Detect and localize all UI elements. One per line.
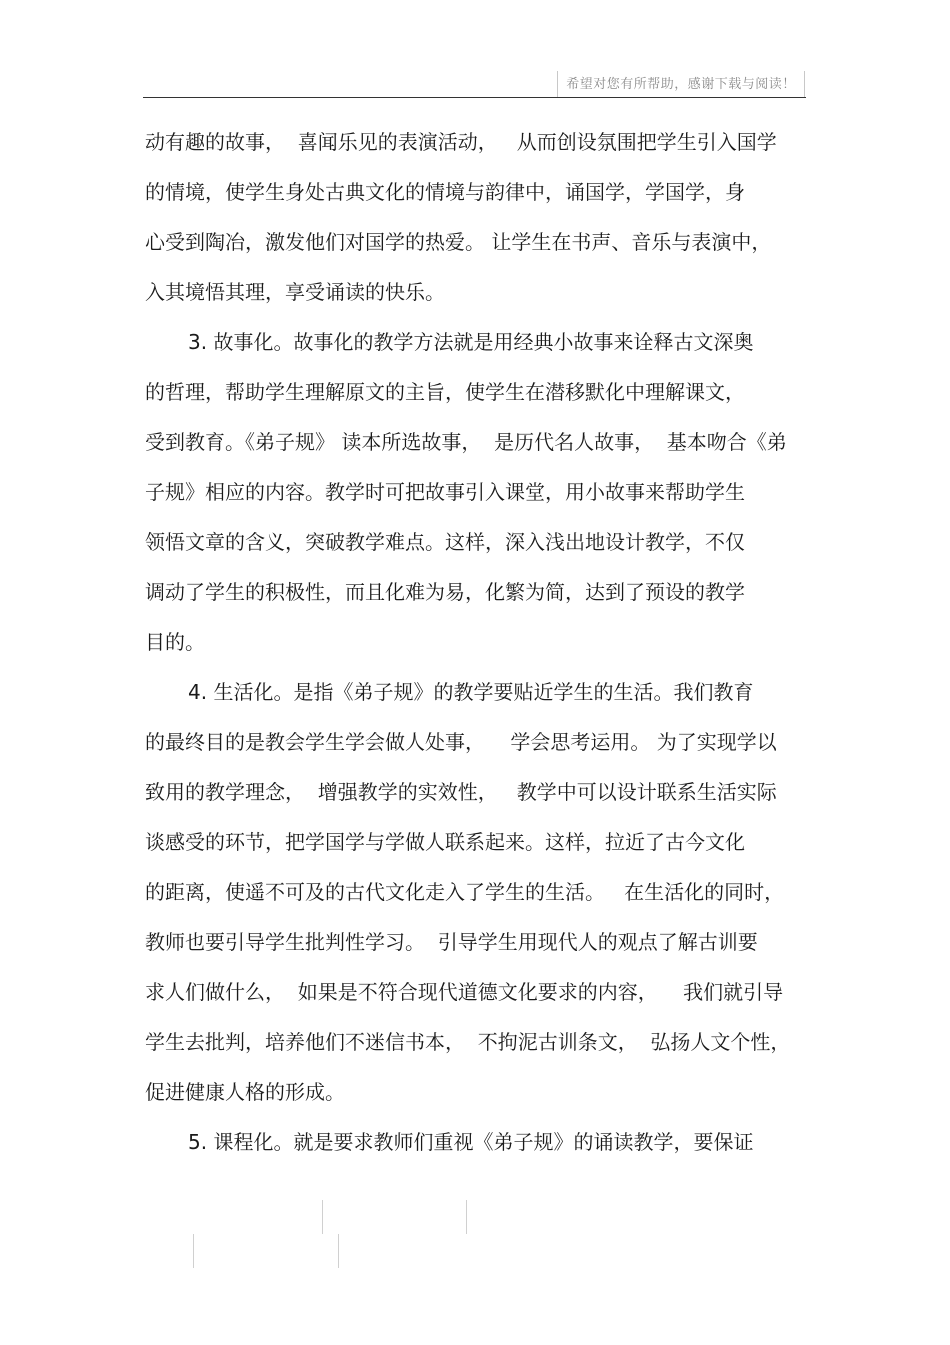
header-banner: 希望对您有所帮助，感谢下载与阅读！ (557, 71, 805, 98)
text-line: 子规》相应的内容。教学时可把故事引入课堂，用小故事来帮助学生 (145, 480, 745, 504)
paragraph-3-start: 3. 故事化。故事化的教学方法就是用经典小故事来诠释古文深奥 (188, 330, 754, 354)
text-line: 的最终目的是教会学生学会做人处事， 学会思考运用。 为了实现学以 (145, 730, 777, 754)
text-line: 求人们做什么， 如果是不符合现代道德文化要求的内容， 我们就引导 (145, 980, 784, 1004)
text-line: 领悟文章的含义，突破教学难点。这样，深入浅出地设计教学，不仅 (145, 530, 745, 554)
text-line: 致用的教学理念， 增强教学的实效性， 教学中可以设计联系生活实际 (145, 780, 777, 804)
text-line: 目的。 (145, 630, 205, 654)
footer-divider (466, 1200, 467, 1234)
header-rule (143, 97, 806, 98)
text-line: 调动了学生的积极性，而且化难为易，化繁为简，达到了预设的教学 (145, 580, 745, 604)
text-line: 的哲理，帮助学生理解原文的主旨，使学生在潜移默化中理解课文， (145, 380, 745, 404)
text-line: 受到教育。《弟子规》 读本所选故事， 是历代名人故事， 基本吻合《弟 (145, 430, 787, 454)
text-line: 谈感受的环节，把学国学与学做人联系起来。这样，拉近了古今文化 (145, 830, 745, 854)
text-line: 的距离，使遥不可及的古代文化走入了学生的生活。 在生活化的同时， (145, 880, 785, 904)
text-line: 学生去批判，培养他们不迷信书本， 不拘泥古训条文， 弘扬人文个性， (145, 1030, 791, 1054)
text-line: 促进健康人格的形成。 (145, 1080, 345, 1104)
text-line: 教师也要引导学生批判性学习。 引导学生用现代人的观点了解古训要 (145, 930, 758, 954)
paragraph-5-start: 5. 课程化。就是要求教师们重视《弟子规》的诵读教学，要保证 (188, 1130, 754, 1154)
text-line: 心受到陶冶，激发他们对国学的热爱。 让学生在书声、音乐与表演中， (145, 230, 772, 254)
paragraph-4-start: 4. 生活化。是指《弟子规》的教学要贴近学生的生活。我们教育 (188, 680, 754, 704)
text-line: 动有趣的故事， 喜闻乐见的表演活动， 从而创设氛围把学生引入国学 (145, 130, 777, 154)
footer-divider (338, 1234, 339, 1268)
footer-divider (322, 1200, 323, 1234)
text-line: 入其境悟其理，享受诵读的快乐。 (145, 280, 445, 304)
text-line: 的情境，使学生身处古典文化的情境与韵律中，诵国学，学国学，身 (145, 180, 745, 204)
footer-divider (193, 1234, 194, 1268)
